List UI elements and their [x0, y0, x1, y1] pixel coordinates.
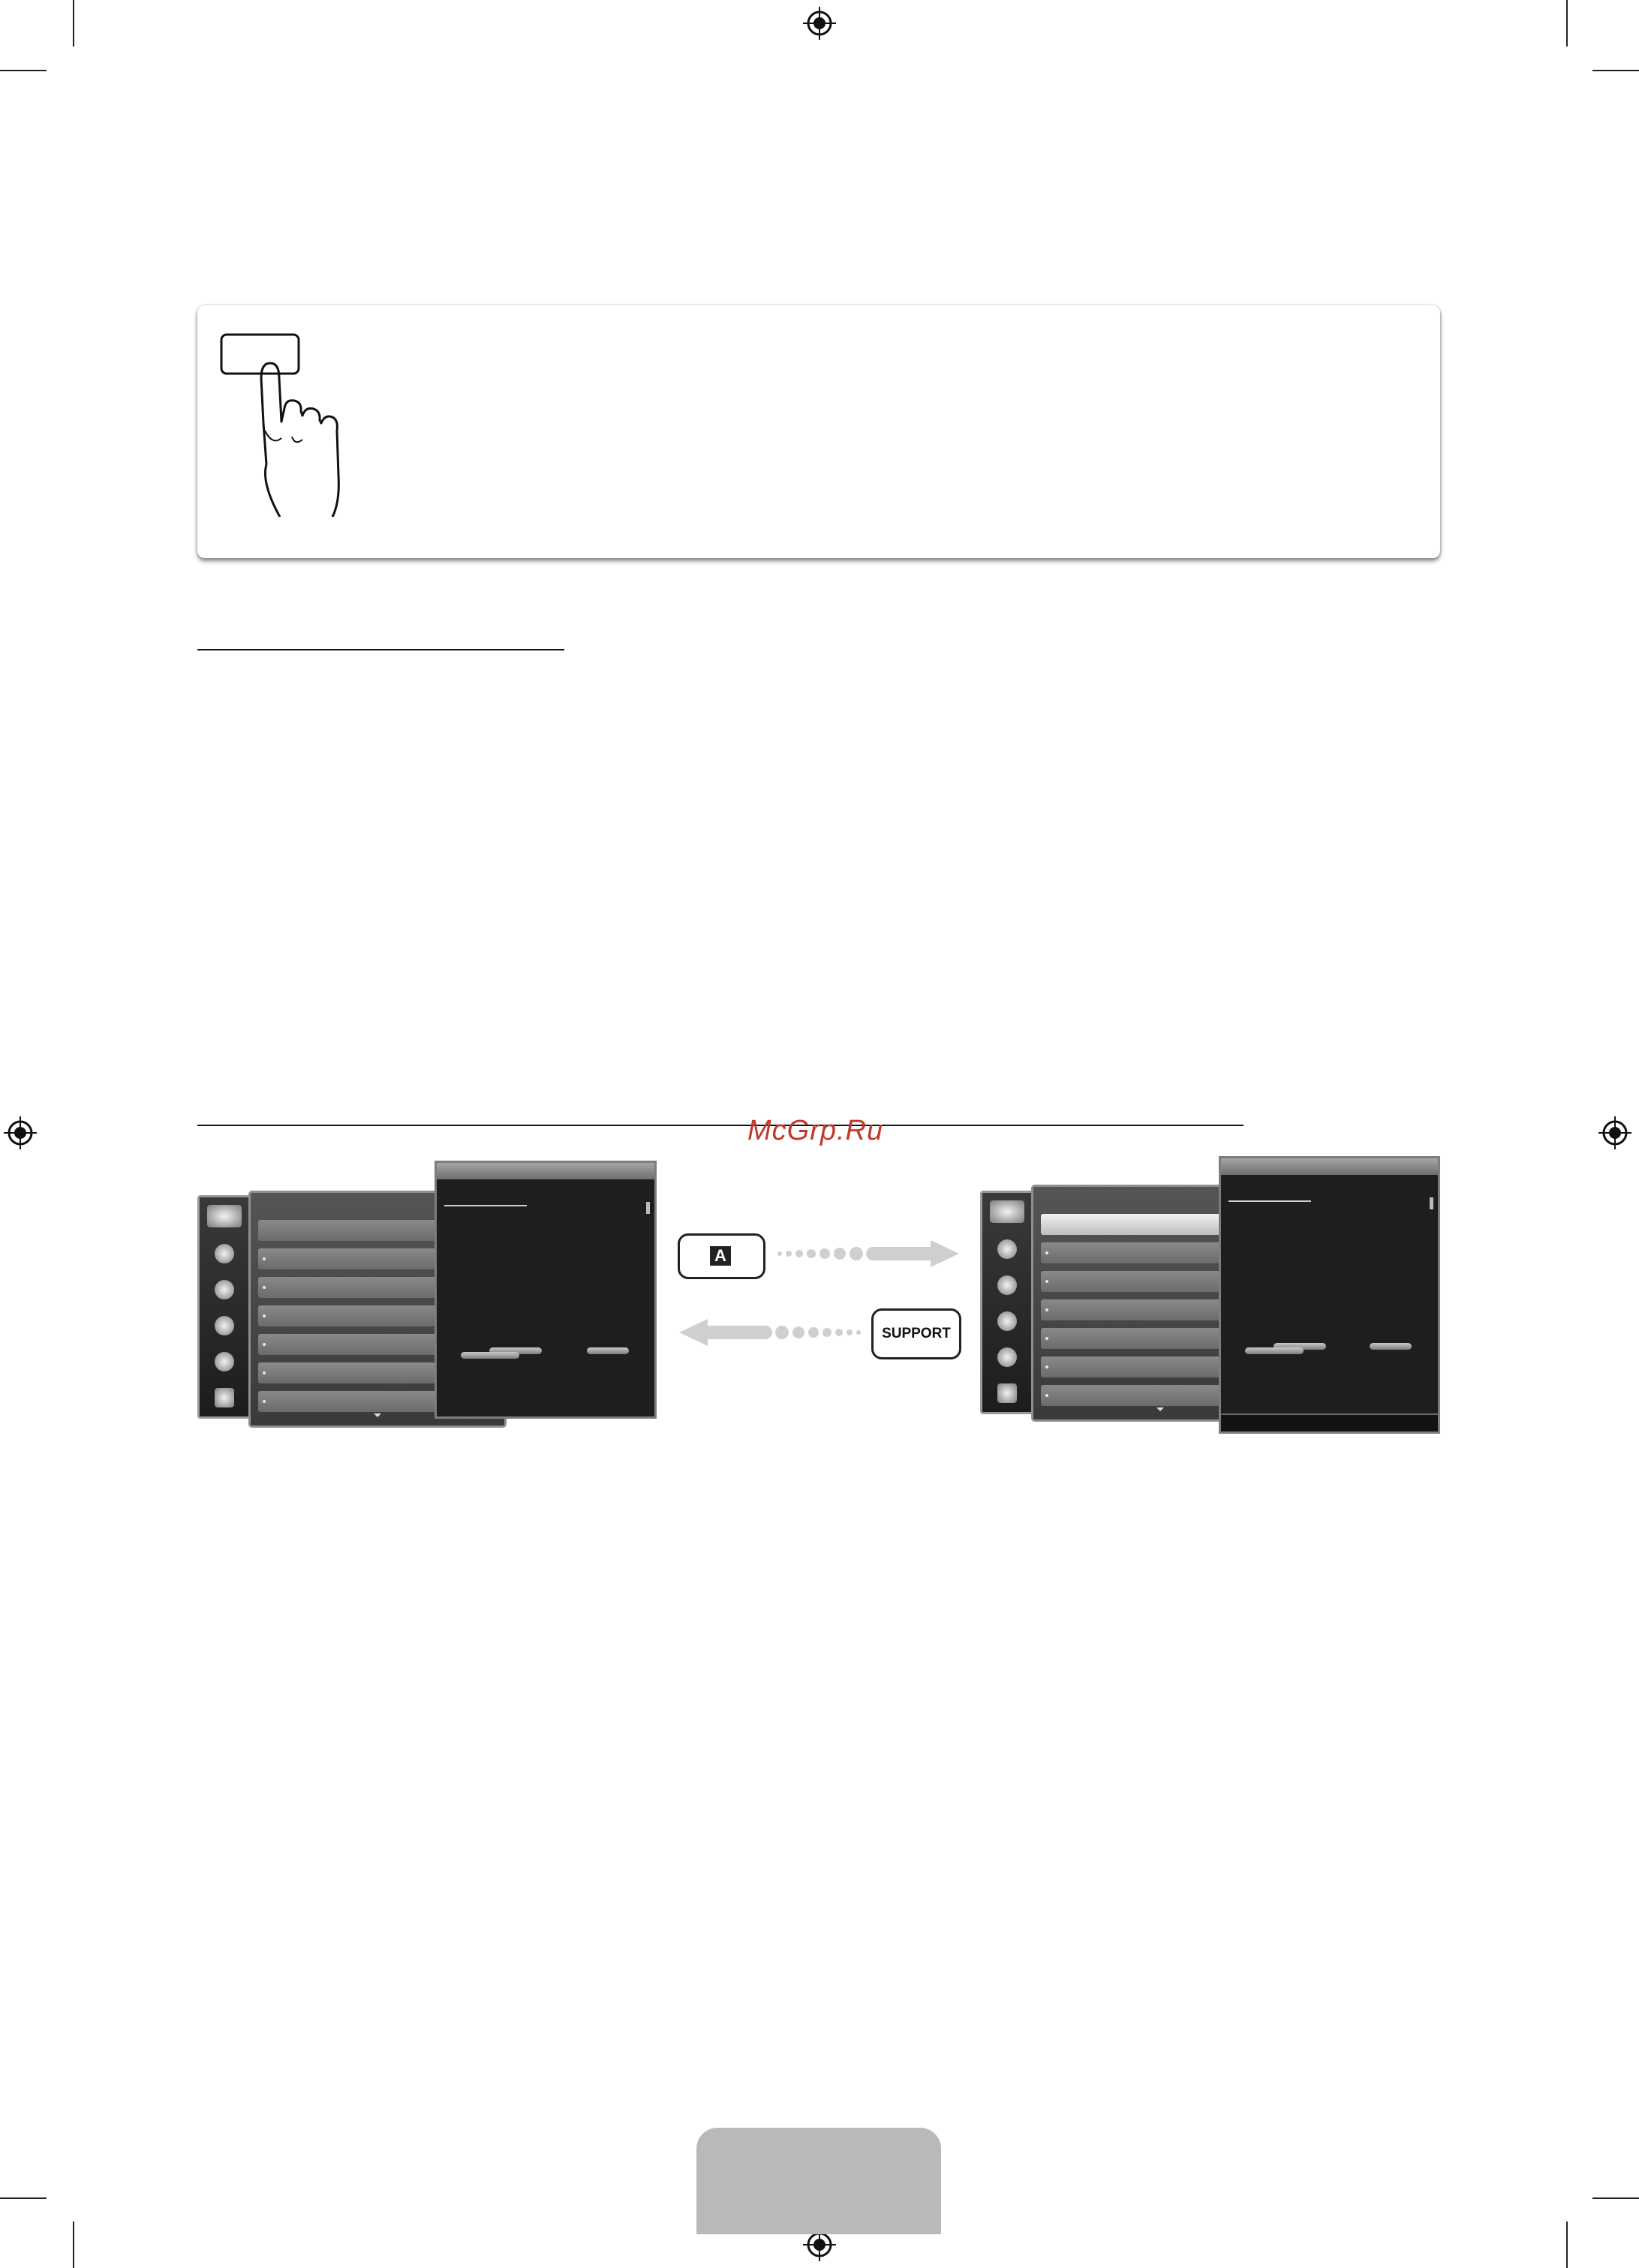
settings-gear-icon	[215, 1352, 234, 1371]
panel-header	[1221, 1158, 1438, 1175]
crop-mark	[1592, 2197, 1639, 2199]
picture-icon	[990, 1200, 1024, 1223]
remote-instruction-box	[197, 305, 1440, 558]
crop-mark	[1592, 70, 1639, 71]
panel-footer	[1221, 1413, 1438, 1431]
crop-mark	[73, 2221, 74, 2268]
info-panel	[435, 1161, 657, 1419]
chevron-down-icon	[1156, 1407, 1164, 1411]
settings-gear-icon	[997, 1347, 1017, 1367]
registration-mark-icon	[803, 7, 836, 40]
page-number-tab	[696, 2128, 941, 2234]
sound-icon	[997, 1239, 1017, 1259]
section-heading-underline	[197, 649, 564, 650]
pointing-hand-icon	[220, 333, 355, 517]
menu-sidebar	[980, 1191, 1037, 1414]
registration-mark-icon	[1598, 1116, 1631, 1149]
support-button[interactable]: SUPPORT	[871, 1308, 961, 1359]
watermark: McGrp.Ru	[747, 1115, 884, 1146]
picture-icon	[207, 1205, 242, 1227]
chevron-down-icon	[374, 1413, 381, 1417]
registration-mark-icon	[4, 1116, 37, 1149]
panel-header	[437, 1163, 654, 1179]
figure-rule	[197, 1125, 1244, 1126]
crop-mark	[0, 2197, 47, 2199]
crop-mark	[1566, 0, 1568, 47]
arrow-right-icon	[776, 1239, 961, 1269]
menu-sidebar	[197, 1195, 254, 1419]
sound-icon	[215, 1244, 234, 1263]
panel-option[interactable]	[461, 1352, 519, 1359]
crop-mark	[0, 70, 47, 71]
network-icon	[997, 1311, 1017, 1331]
tv-menu-screen-right	[980, 1156, 1440, 1434]
broadcast-icon	[215, 1280, 234, 1299]
arrow-left-icon	[678, 1317, 862, 1347]
panel-option[interactable]	[1245, 1347, 1304, 1354]
panel-option[interactable]	[587, 1347, 629, 1354]
broadcast-icon	[997, 1275, 1017, 1295]
tv-menu-screen-left	[197, 1161, 658, 1419]
info-panel	[1219, 1156, 1440, 1434]
crop-mark	[1566, 2221, 1568, 2268]
panel-title-line	[444, 1205, 527, 1206]
panel-title-line	[1228, 1200, 1311, 1202]
a-button-key: A	[710, 1246, 731, 1266]
panel-option[interactable]	[1370, 1343, 1412, 1350]
support-icon	[997, 1383, 1017, 1403]
panel-scrollbar[interactable]	[646, 1202, 650, 1214]
network-icon	[215, 1316, 234, 1335]
a-button[interactable]	[678, 1233, 765, 1279]
panel-scrollbar[interactable]	[1430, 1197, 1433, 1209]
support-icon	[215, 1388, 234, 1407]
crop-mark	[73, 0, 74, 47]
